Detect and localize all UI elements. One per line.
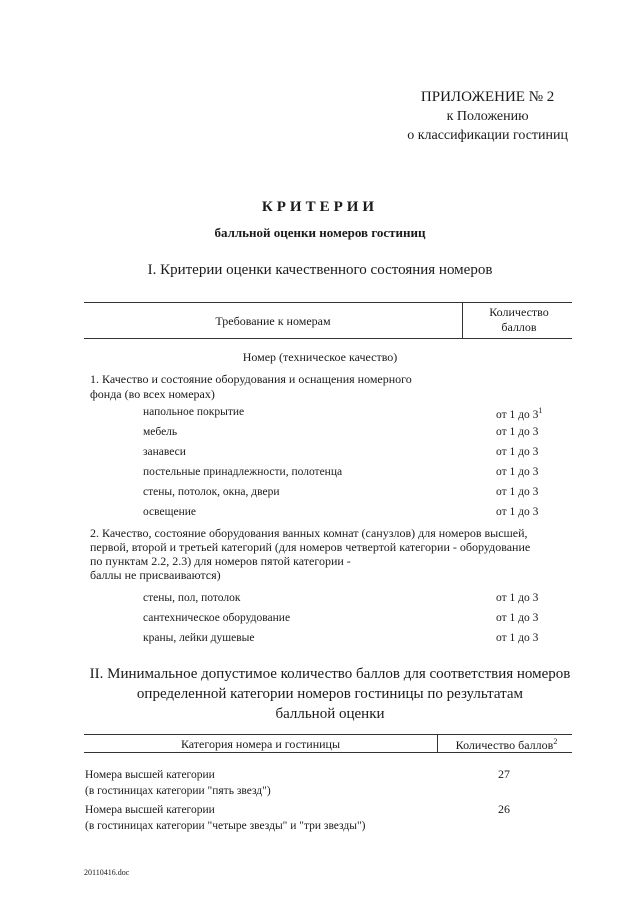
table-1-header-points — [466, 305, 572, 335]
table-2-header-points — [441, 737, 572, 753]
table-2-header-points-text: Количество баллов — [455, 738, 554, 752]
appendix-line-3: о классификации гостиниц — [407, 128, 568, 143]
table-2-header-category: Категория номера и гостиницы — [180, 737, 341, 751]
table-2-top-rule — [84, 734, 572, 735]
item-2-row-label: краны, лейки душевые — [143, 632, 255, 644]
table-1-top-rule — [84, 302, 572, 303]
item-1-row-label: занавеси — [143, 446, 186, 458]
item-1-title — [90, 372, 412, 402]
item-1-row-label: постельные принадлежности, полотенца — [143, 466, 343, 478]
item-2-title — [90, 526, 530, 582]
table-1-header-points-line-1: Количество — [489, 305, 549, 319]
table-2-row-line-1: Номера высшей категории — [85, 804, 215, 816]
item-1-row-label: стены, потолок, окна, двери — [143, 486, 280, 498]
item-1-row-value-text: от 1 до 3 — [496, 409, 539, 421]
item-1-row-value: от 1 до 3 — [496, 466, 539, 478]
appendix-number: ПРИЛОЖЕНИЕ № 2 — [420, 89, 555, 105]
item-1-row-label: напольное покрытие — [143, 406, 245, 418]
item-1-row-value: от 1 до 3 — [496, 426, 539, 438]
item-1-row-label: мебель — [143, 426, 178, 438]
item-1-row-label: освещение — [143, 506, 196, 518]
item-2-row-value: от 1 до 3 — [496, 612, 539, 624]
group-title: Номер (техническое качество) — [242, 350, 398, 364]
section-1-heading: I. Критерии оценки качественного состояния номеров — [147, 262, 493, 278]
item-2-row-value: от 1 до 3 — [496, 592, 539, 604]
appendix-line-2: к Положению — [446, 109, 529, 124]
section-2-heading — [80, 664, 580, 724]
table-1-column-divider — [462, 302, 463, 338]
item-1-row-value: от 1 до 3 — [496, 506, 539, 518]
table-2-row — [85, 767, 271, 799]
table-2-row-line-2: (в гостиницах категории "пять звезд") — [85, 785, 271, 797]
item-1-row-value: от 1 до 3 — [496, 446, 539, 458]
table-1-header-rule — [84, 338, 572, 339]
footer-filename: 20110416.doc — [84, 868, 130, 877]
table-1-header-points-line-2: баллов — [501, 320, 537, 334]
section-2-heading-line-1: II. Минимальное допустимое количество баллов для соответствия номеров — [89, 666, 571, 682]
appendix-block — [407, 88, 568, 145]
item-2-row-label: сантехническое оборудование — [143, 612, 291, 624]
item-1-row-value: от 1 до 3 — [496, 486, 539, 498]
item-2-title-line-2: первой, второй и третьей категорий (для номеров четвертой категории - оборудование — [90, 540, 531, 554]
table-2-row-value: 27 — [498, 767, 510, 781]
section-2-heading-line-2: определенной категории номеров гостиницы по результатам — [136, 686, 524, 702]
footnote-1-marker: 1 — [538, 406, 543, 415]
item-2-title-line-4: баллы не присваиваются) — [90, 568, 221, 582]
item-2-row-label: стены, пол, потолок — [143, 592, 241, 604]
item-1-title-line-2: фонда (во всех номерах) — [90, 387, 215, 401]
table-2-row-line-2: (в гостиницах категории "четыре звезды" и "три звезды") — [85, 820, 366, 832]
item-1-title-line-1: 1. Качество и состояние оборудования и оснащения номерного — [90, 372, 412, 386]
item-2-title-line-3: по пунктам 2.2, 2.3) для номеров пятой категории - — [90, 554, 351, 568]
table-2-row — [85, 802, 366, 834]
document-subtitle: балльной оценки номеров гостиниц — [214, 225, 426, 240]
table-2-column-divider — [437, 734, 438, 752]
item-2-row-value: от 1 до 3 — [496, 632, 539, 644]
item-2-title-line-1: 2. Качество, состояние оборудования ванных комнат (санузлов) для номеров высшей, — [90, 526, 528, 540]
footnote-2-marker: 2 — [553, 737, 558, 746]
document-title: КРИТЕРИИ — [261, 199, 379, 215]
table-2-row-value: 26 — [498, 802, 510, 816]
item-1-row-value — [496, 406, 542, 421]
section-2-heading-line-3: балльной оценки — [275, 706, 385, 722]
table-2-row-line-1: Номера высшей категории — [85, 769, 215, 781]
table-1-header-requirement: Требование к номерам — [215, 314, 331, 328]
